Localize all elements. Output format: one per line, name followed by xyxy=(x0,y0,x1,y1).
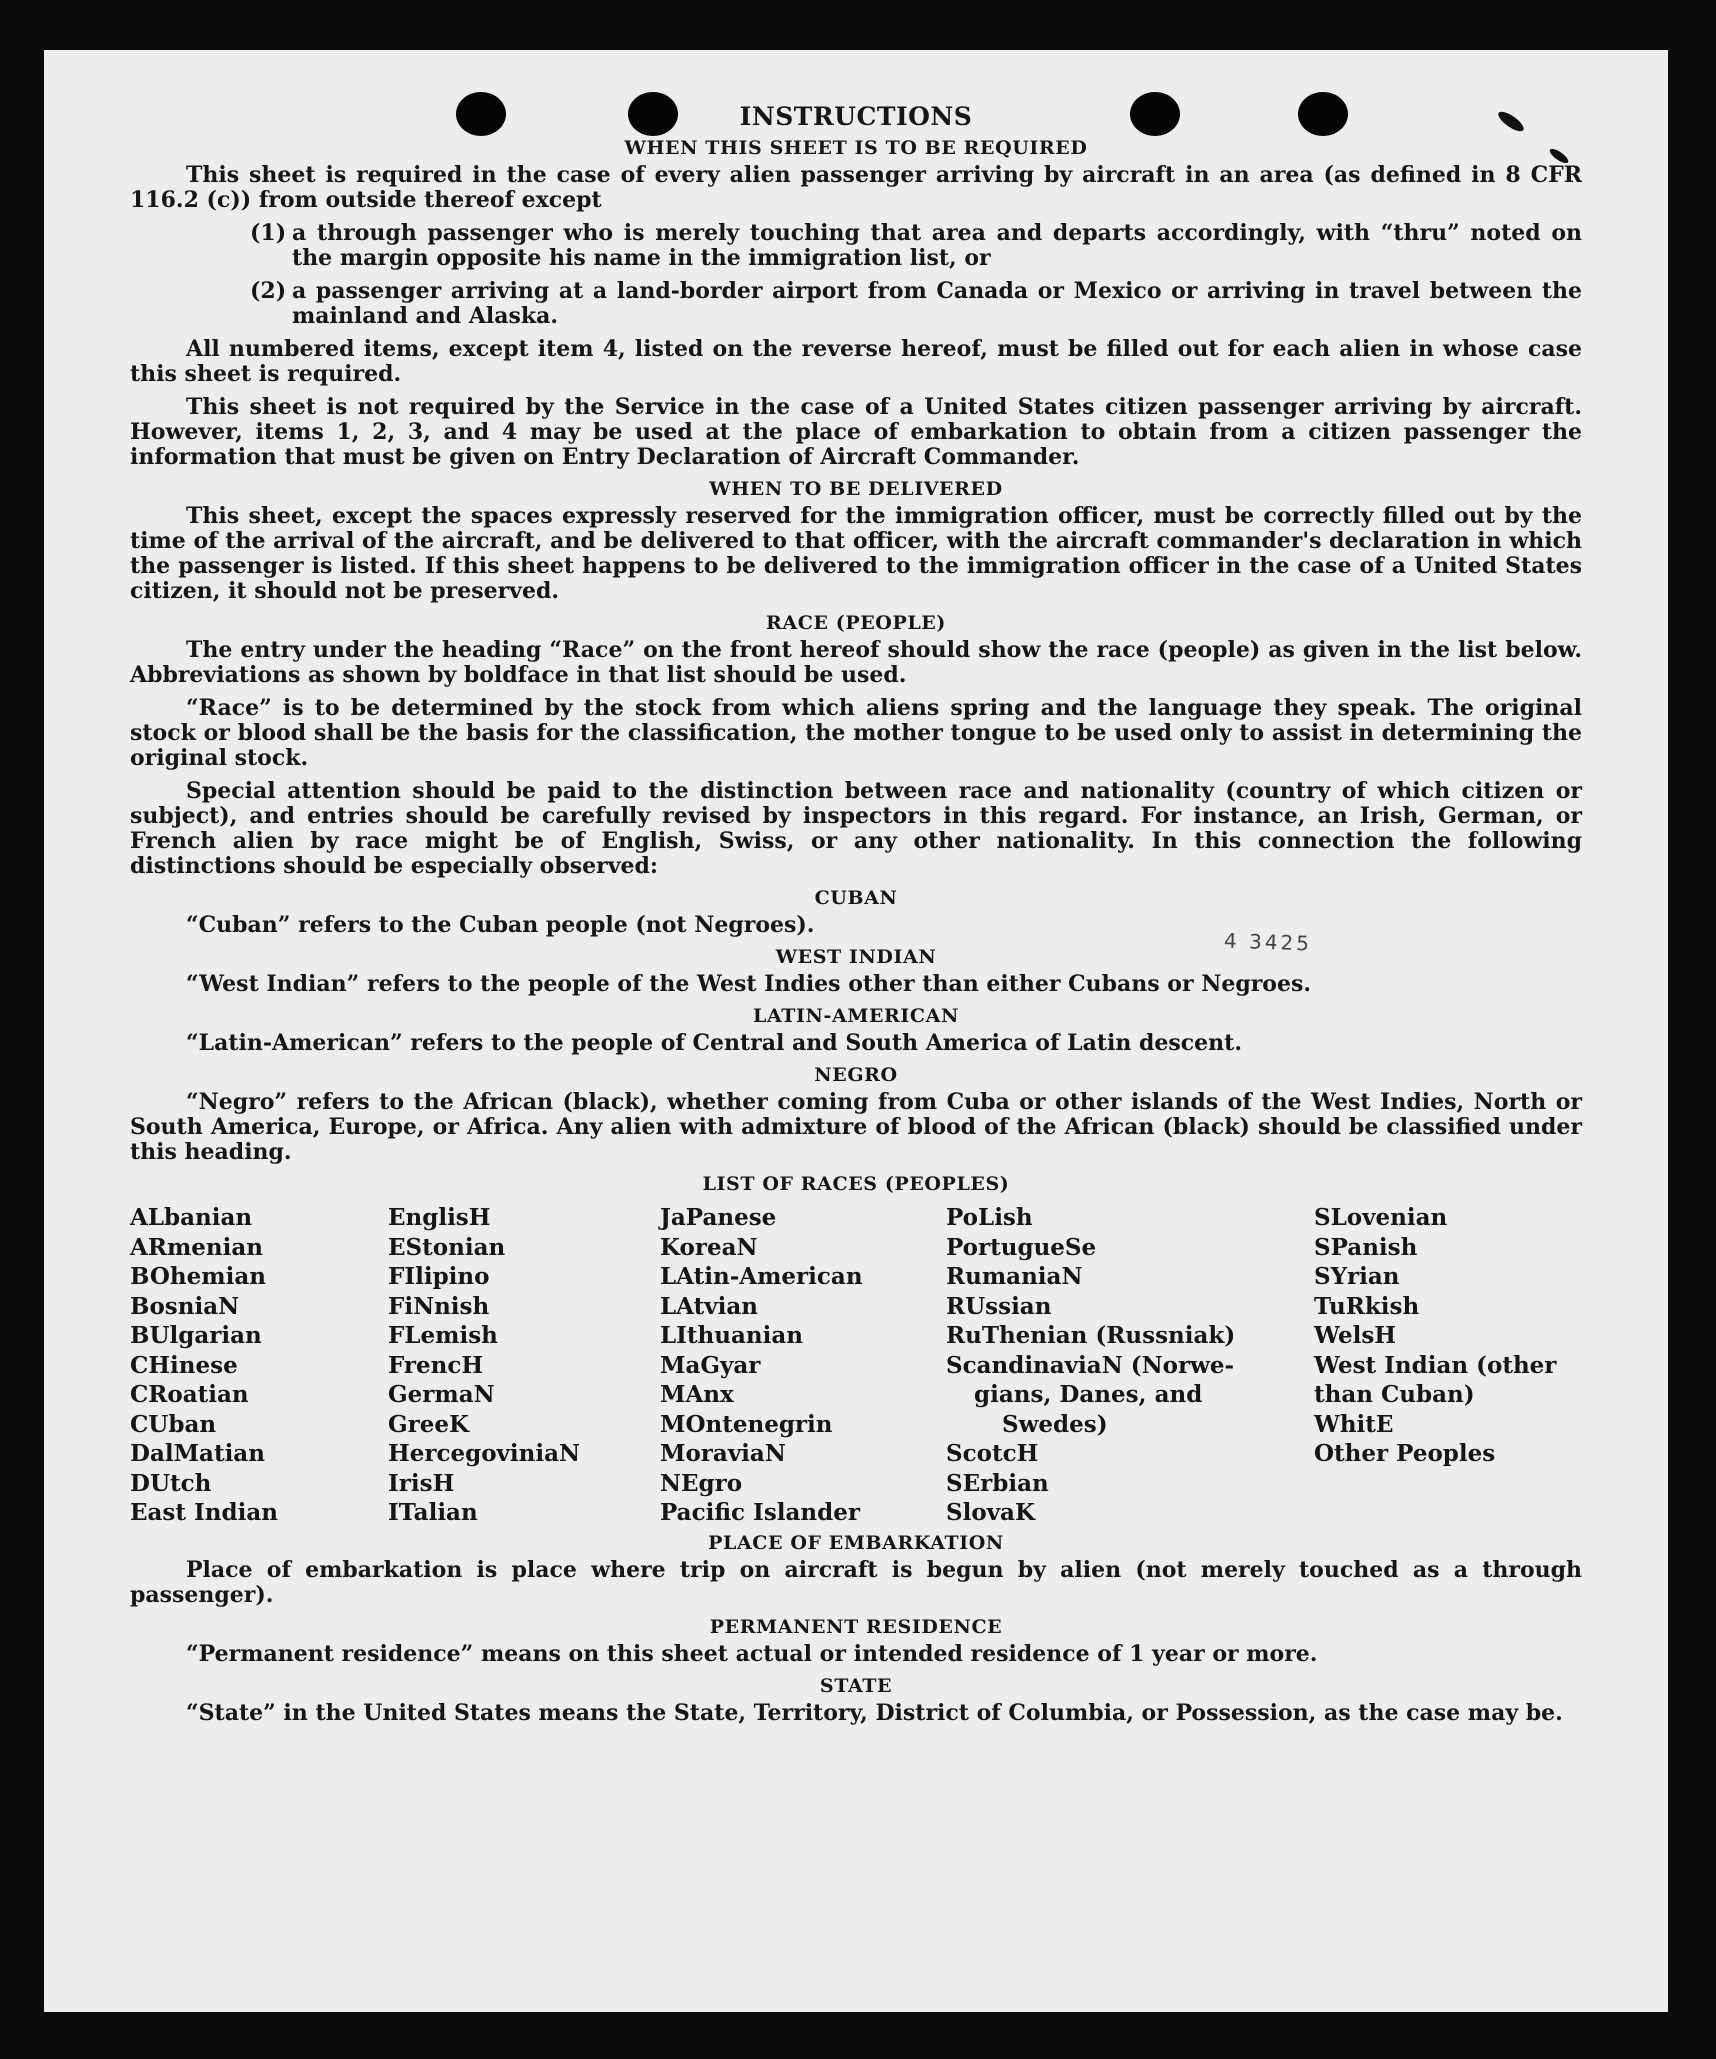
race-item: MoraviaN xyxy=(660,1440,786,1467)
race-item: EStonian xyxy=(388,1233,506,1261)
numbered-items-paragraph: All numbered items, except item 4, listed on the reverse hereof, must be filled out for each alien in whose case this sheet is required. xyxy=(130,336,1582,387)
race-item: BUlgarian xyxy=(130,1322,262,1349)
latin-american-text: “Latin-American” refers to the people of Central and South America of Latin descent. xyxy=(186,1030,1242,1056)
race-paragraph-3: Special attention should be paid to the distinction between race and nationality (country of which citizen or subject), and entries should be carefully revised by inspectors in this regard. For instance, an Irish, German, or French alien by race might be of English, Swiss, or any other nationality. In this connection the following distinctions should be especially observed: xyxy=(130,778,1582,879)
punch-hole xyxy=(1130,92,1180,136)
race-item: BOhemian xyxy=(130,1263,266,1290)
race-column xyxy=(130,1203,388,1528)
race-item: CHinese xyxy=(130,1351,238,1379)
heading-when-required: WHEN THIS SHEET IS TO BE REQUIRED xyxy=(624,137,1088,159)
race-item: NEgro xyxy=(660,1469,743,1497)
handwritten-note: 4 3425 xyxy=(1223,928,1313,956)
race-paragraph-1: The entry under the heading “Race” on the front hereof should show the race (people) as given in the list below. Abbreviations as shown by boldface in that list should be used. xyxy=(130,637,1582,688)
race-item: FLemish xyxy=(388,1322,498,1349)
race-item: PoLish xyxy=(946,1204,1033,1231)
race-item: WelsH xyxy=(1314,1322,1397,1349)
race-item: KoreaN xyxy=(660,1233,758,1261)
heading-west-indian: WEST INDIAN xyxy=(775,946,937,968)
race-item: FiNnish xyxy=(388,1292,490,1320)
when-delivered-text: This sheet, except the spaces expressly reserved for the immigration officer, must be correctly filled out by the time of the arrival of the aircraft, and be delivered to that officer, with the aircraft commander's declaration in which the passenger is listed. If this sheet happens to be delivered to the immigration officer in the case of a United States citizen, it should not be preserved. xyxy=(130,503,1582,604)
race-item: MaGyar xyxy=(660,1351,761,1379)
exception-item: (2) a passenger arriving at a land-border airport from Canada or Mexico or arriving in travel between the mainland and Alaska. xyxy=(250,278,1582,329)
race-item: GreeK xyxy=(388,1410,470,1438)
race-item: RumaniaN xyxy=(946,1263,1083,1290)
race-item: Other Peoples xyxy=(1314,1440,1496,1467)
race-item: RuThenian (Russniak) xyxy=(946,1322,1236,1349)
exceptions-list xyxy=(250,221,1582,329)
race-item: LIthuanian xyxy=(660,1322,803,1349)
negro-text: “Negro” refers to the African (black), whether coming from Cuba or other islands of the West Indies, North or South America, Europe, or Africa. Any alien with admixture of blood of the African (black) should be classified under this heading. xyxy=(130,1089,1582,1165)
race-item: WhitE xyxy=(1314,1410,1394,1438)
document-page xyxy=(44,50,1668,2012)
race-column xyxy=(946,1203,1314,1528)
race-item: gians, Danes, and xyxy=(974,1381,1203,1408)
race-item: than Cuban) xyxy=(1314,1381,1475,1408)
race-item: ITalian xyxy=(388,1499,478,1526)
heading-negro: NEGRO xyxy=(814,1064,898,1086)
race-item: LAtin-American xyxy=(660,1263,863,1290)
heading-race: RACE (PEOPLE) xyxy=(766,612,946,634)
heading-embarkation: PLACE OF EMBARKATION xyxy=(708,1531,1004,1554)
residence-text: “Permanent residence” means on this sheet actual or intended residence of 1 year or more. xyxy=(186,1640,1318,1667)
race-item: ALbanian xyxy=(130,1204,253,1231)
punch-hole xyxy=(456,92,506,136)
race-item: RUssian xyxy=(946,1292,1052,1320)
race-item: TuRkish xyxy=(1314,1292,1420,1320)
race-item: GermaN xyxy=(388,1381,495,1408)
when-required-intro: This sheet is required in the case of every alien passenger arriving by aircraft in an area (as defined in 8 CFR 116.2 (c)) from outside thereof except xyxy=(130,162,1582,213)
heading-list-of-races: LIST OF RACES (PEOPLES) xyxy=(702,1173,1010,1195)
race-item: PortugueSe xyxy=(946,1233,1097,1261)
state-text: “State” in the United States means the State, Territory, District of Columbia, or Possession, as the case may be. xyxy=(186,1699,1563,1726)
punch-hole xyxy=(628,92,678,136)
heading-when-delivered: WHEN TO BE DELIVERED xyxy=(709,478,1003,500)
race-item: SLovenian xyxy=(1314,1204,1448,1231)
race-list xyxy=(130,1203,1582,1528)
race-item: JaPanese xyxy=(660,1204,777,1231)
race-paragraph-2: “Race” is to be determined by the stock from which aliens spring and the language they speak. The original stock or blood shall be the basis for the classification, the mother tongue to be used only to assist in determining the original stock. xyxy=(130,695,1582,771)
race-item: EnglisH xyxy=(388,1204,491,1231)
race-item: FrencH xyxy=(388,1351,484,1379)
document-title: INSTRUCTIONS xyxy=(739,102,973,131)
embarkation-text: Place of embarkation is place where trip on aircraft is begun by alien (not merely touched as a through passenger). xyxy=(130,1556,1582,1608)
race-column xyxy=(388,1203,660,1528)
race-item: SErbian xyxy=(946,1469,1049,1497)
race-item: ScandinaviaN (Norwe- xyxy=(946,1351,1235,1379)
race-item: CRoatian xyxy=(130,1381,249,1408)
race-item: IrisH xyxy=(388,1469,455,1497)
heading-permanent-residence: PERMANENT RESIDENCE xyxy=(709,1615,1003,1638)
race-item: SYrian xyxy=(1314,1263,1400,1290)
race-item: DalMatian xyxy=(130,1440,265,1467)
heading-cuban: CUBAN xyxy=(814,887,898,909)
exception-item: (1) a through passenger who is merely touching that area and departs accordingly, with “thru” noted on the margin opposite his name in the immigration list, or xyxy=(250,220,1582,271)
race-item: DUtch xyxy=(130,1469,212,1497)
race-item: FIlipino xyxy=(388,1263,490,1290)
race-item: West Indian (other xyxy=(1314,1351,1557,1379)
race-item: LAtvian xyxy=(660,1292,758,1320)
race-item: SlovaK xyxy=(946,1499,1035,1526)
race-item: East Indian xyxy=(130,1499,278,1526)
race-item: Pacific Islander xyxy=(660,1499,860,1526)
heading-latin-american: LATIN-AMERICAN xyxy=(753,1005,959,1027)
race-item: SPanish xyxy=(1314,1233,1418,1261)
race-item: MAnx xyxy=(660,1381,734,1408)
west-indian-text: “West Indian” refers to the people of the West Indies other than either Cubans or Negroes. xyxy=(186,971,1312,997)
cuban-text: “Cuban” refers to the Cuban people (not Negroes). xyxy=(186,912,815,938)
race-column xyxy=(660,1203,946,1528)
race-item: MOntenegrin xyxy=(660,1410,833,1438)
race-item: BosniaN xyxy=(130,1292,240,1320)
race-item: ScotcH xyxy=(946,1440,1039,1467)
race-item: ARmenian xyxy=(130,1233,264,1261)
race-item: Swedes) xyxy=(1002,1410,1108,1438)
race-item: HercegoviniaN xyxy=(388,1440,581,1467)
punch-hole xyxy=(1298,92,1348,136)
heading-state: STATE xyxy=(819,1674,893,1697)
race-column xyxy=(1314,1203,1582,1528)
race-item: CUban xyxy=(130,1410,217,1438)
citizen-paragraph: This sheet is not required by the Service in the case of a United States citizen passenger arriving by aircraft. However, items 1, 2, 3, and 4 may be used at the place of embarkation to obtain from a citizen passenger the information that must be given on Entry Declaration of Aircraft Commander. xyxy=(130,394,1582,470)
